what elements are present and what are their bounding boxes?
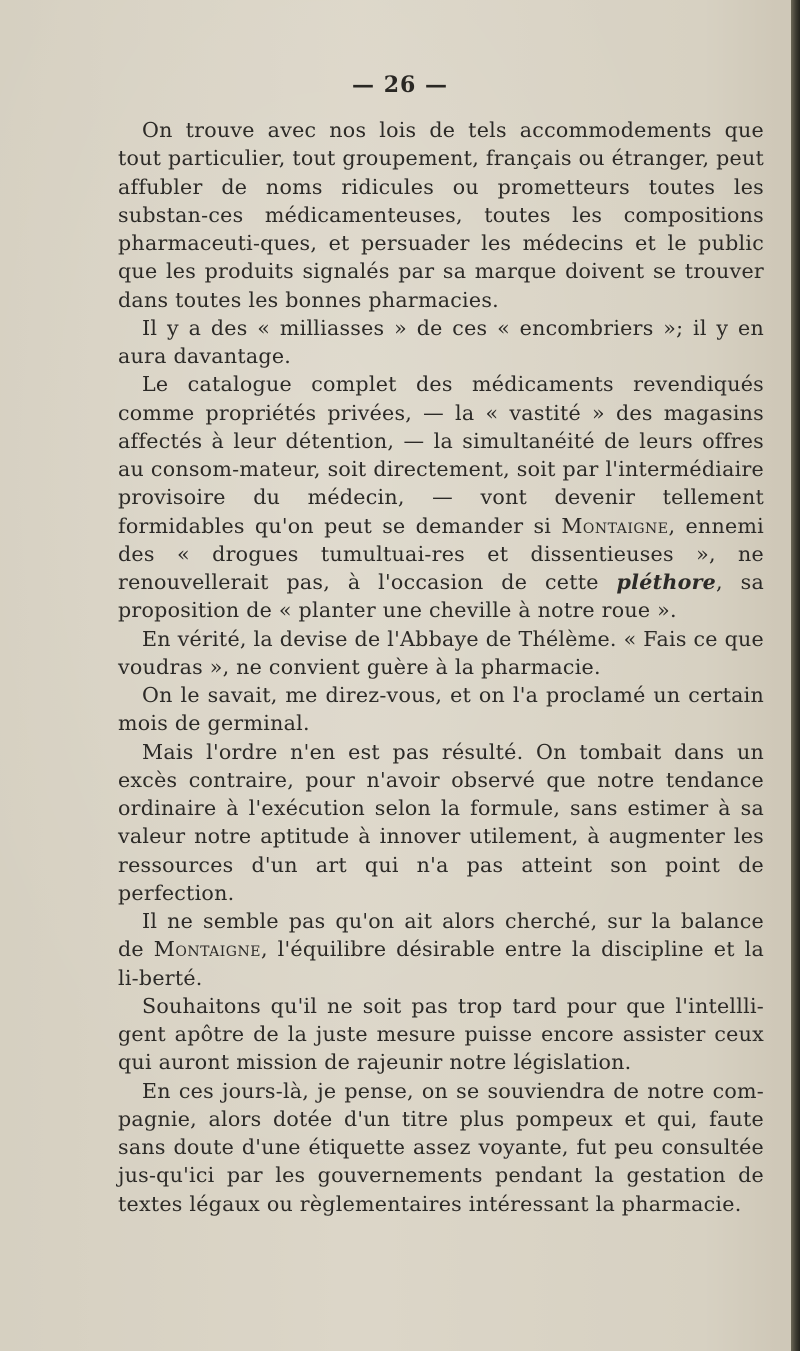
body-text <box>118 116 764 1218</box>
text-run: , l'équilibre désirable entre la discipline et la li-berté. <box>118 937 764 990</box>
paragraph <box>118 738 764 908</box>
paragraph <box>118 370 764 624</box>
text-run: Souhaitons qu'il ne soit pas trop tard pour que l'intellli-gent apôtre de la juste mesure puisse encore assister ceux qui auront mission de rajeunir notre législation. <box>118 993 764 1075</box>
paragraph <box>118 116 764 314</box>
text-run: Il y a des « milliasses » de ces « encombriers »; il y en aura davantage. <box>118 315 764 368</box>
text-run: Mais l'ordre n'en est pas résulté. On tombait dans un excès contraire, pour n'avoir observé que notre tendance ordinaire à l'exécution selon la formule, sans estimer à sa valeur notre aptitude à innover utilement, à augmenter les ressources d'un art qui n'a pas atteint son point de perfection. <box>118 739 764 905</box>
paragraph <box>118 314 764 371</box>
text-run: On le savait, me direz-vous, et on l'a proclamé un certain mois de germinal. <box>118 683 764 736</box>
paragraph <box>118 907 764 992</box>
text-run: On trouve avec nos lois de tels accommodements que tout particulier, tout groupement, français ou étranger, peut affubler de noms ridicules ou prometteurs toutes les substan-ces médicamenteuses, toutes les compositions pharmaceuti-ques, et persuader les médecins et le public que les produits signalés par sa marque doivent se trouver dans toutes les bonnes pharmacies. <box>118 118 764 312</box>
paragraph <box>118 625 764 682</box>
paragraph <box>118 681 764 738</box>
author-name-montaigne: Montaigne <box>153 937 261 962</box>
text-run: Le catalogue complet des médicaments revendiqués comme propriétés privées, — la « vastité » des magasins affectés à leur détention, — la simultanéité de leurs offres au consom-mateur, soit directement, soit par l'intermédiaire provisoire du médecin, — vont devenir tellement formidables qu'on peut se demander si <box>118 372 764 538</box>
text-run: , ennemi des « drogues tumultuai-res et dissentieuses », ne renouvellerait pas, à l'occasion de cette <box>118 513 765 594</box>
text-run: En ces jours-là, je pense, on se souviendra de notre com-pagnie, alors dotée d'un titre plus pompeux et qui, faute sans doute d'une étiquette assez voyante, fut peu consultée jus-qu'ici par les gouvernements pendant la gestation de textes légaux ou règlementaires intéressant la pharmacie. <box>118 1078 764 1216</box>
emphasis-plethore: pléthore <box>616 570 717 594</box>
author-name-montaigne: Montaigne <box>561 513 669 538</box>
paragraph <box>118 992 764 1077</box>
text-run: Il ne semble pas qu'on ait alors cherché, sur la balance de <box>118 909 764 962</box>
text-run: En vérité, la devise de l'Abbaye de Thélème. « Fais ce que voudras », ne convient guère à la pharmacie. <box>118 626 764 679</box>
page-edge-shadow <box>791 0 800 1351</box>
text-run: , sa proposition de « planter une cheville à notre roue ». <box>118 570 764 623</box>
paragraph <box>118 1077 764 1218</box>
page-number: — 26 — <box>352 72 448 98</box>
